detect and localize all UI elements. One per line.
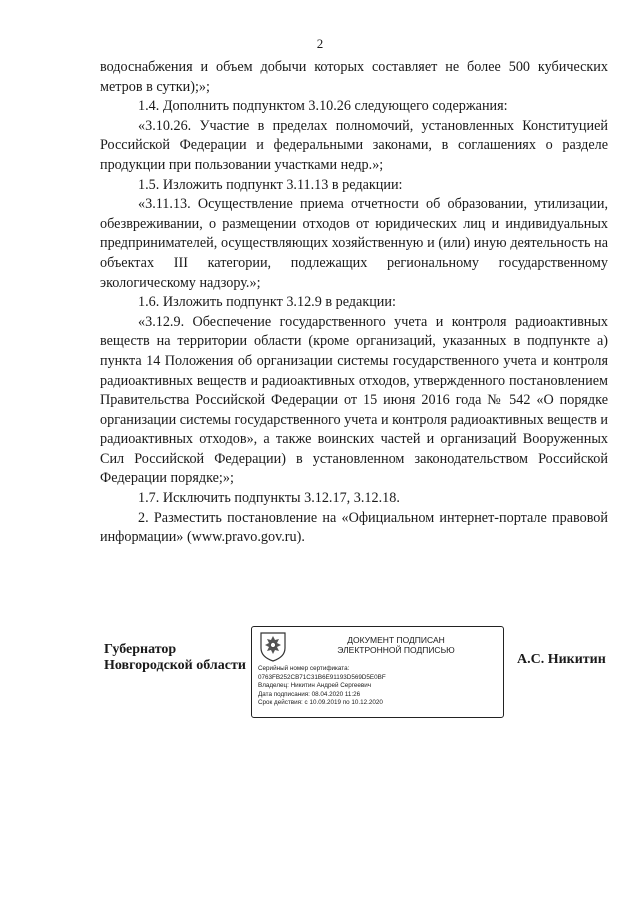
paragraph: 1.5. Изложить подпункт 3.11.13 в редакции: bbox=[138, 176, 403, 193]
paragraph: 1.6. Изложить подпункт 3.12.9 в редакции: bbox=[138, 294, 396, 311]
stamp-signed-date: Дата подписания: 08.04.2020 11:26 bbox=[258, 690, 361, 698]
stamp-title-line2: ЭЛЕКТРОННОЙ ПОДПИСЬЮ bbox=[337, 645, 455, 655]
stamp-validity: Срок действия: с 10.09.2019 по 10.12.2020 bbox=[258, 699, 383, 707]
stamp-title bbox=[292, 635, 500, 655]
paragraph: «3.10.26. Участие в пределах полномочий, установленных Конституцией Российской Федерации и федеральными законами, в соглашениях о разделе продукции при пользовании участками недр.»; bbox=[100, 117, 608, 173]
electronic-signature-stamp bbox=[251, 626, 504, 718]
signatory-title: Губернатор bbox=[104, 642, 177, 657]
paragraph: «3.12.9. Обеспечение государственного учета и контроля радиоактивных веществ на территории области (кроме организаций, указанных в подпункте а) пункта 14 Положения об организации системы государственного учета и контроля радиоактивных веществ и радиоактивных отходов, утвержденного постановлением Правительства Российской Федерации от 15 июня 2016 года № 542 «О порядке организации системы государственного учета и контроля радиоактивных веществ и радиоактивных отходов», а также воинских частей и организаций Вооруженных Сил Российской Федерации) в установленном законодательством Российской Федерации порядке;»; bbox=[100, 313, 608, 487]
signatory-position bbox=[104, 642, 246, 674]
stamp-serial-value: 0763FB252CB71C31B6E91193D569D5E0BF bbox=[258, 673, 386, 681]
page-number: 2 bbox=[316, 36, 324, 51]
document-body bbox=[100, 58, 608, 548]
stamp-serial-label: Серийный номер сертификата: bbox=[258, 665, 350, 672]
coat-of-arms-icon bbox=[258, 630, 288, 662]
stamp-title-line1: ДОКУМЕНТ ПОДПИСАН bbox=[347, 635, 445, 645]
paragraph: 1.4. Дополнить подпунктом 3.10.26 следующего содержания: bbox=[138, 98, 508, 115]
signatory-name: А.С. Никитин bbox=[517, 652, 606, 667]
stamp-owner: Владелец: Никитин Андрей Сергеевич bbox=[258, 682, 372, 690]
paragraph: 2. Разместить постановление на «Официальном интернет-портале правовой информации» (www.pravo.gov.ru). bbox=[100, 509, 608, 546]
paragraph: водоснабжения и объем добычи которых составляет не более 500 кубических метров в сутки);»; bbox=[100, 59, 608, 95]
stamp-details bbox=[258, 665, 498, 708]
signatory-region: Новгородской области bbox=[104, 658, 246, 673]
paragraph: «3.11.13. Осуществление приема отчетности об образовании, утилизации, обезвреживании, о размещении отходов от юридических лиц и индивидуальных предпринимателей, осуществляющих хозяйственную и (или) иную деятельность на объектах III категории, подлежащих региональному государственному экологическому надзору.»; bbox=[100, 196, 608, 291]
paragraph: 1.7. Исключить подпункты 3.12.17, 3.12.18. bbox=[138, 490, 400, 507]
